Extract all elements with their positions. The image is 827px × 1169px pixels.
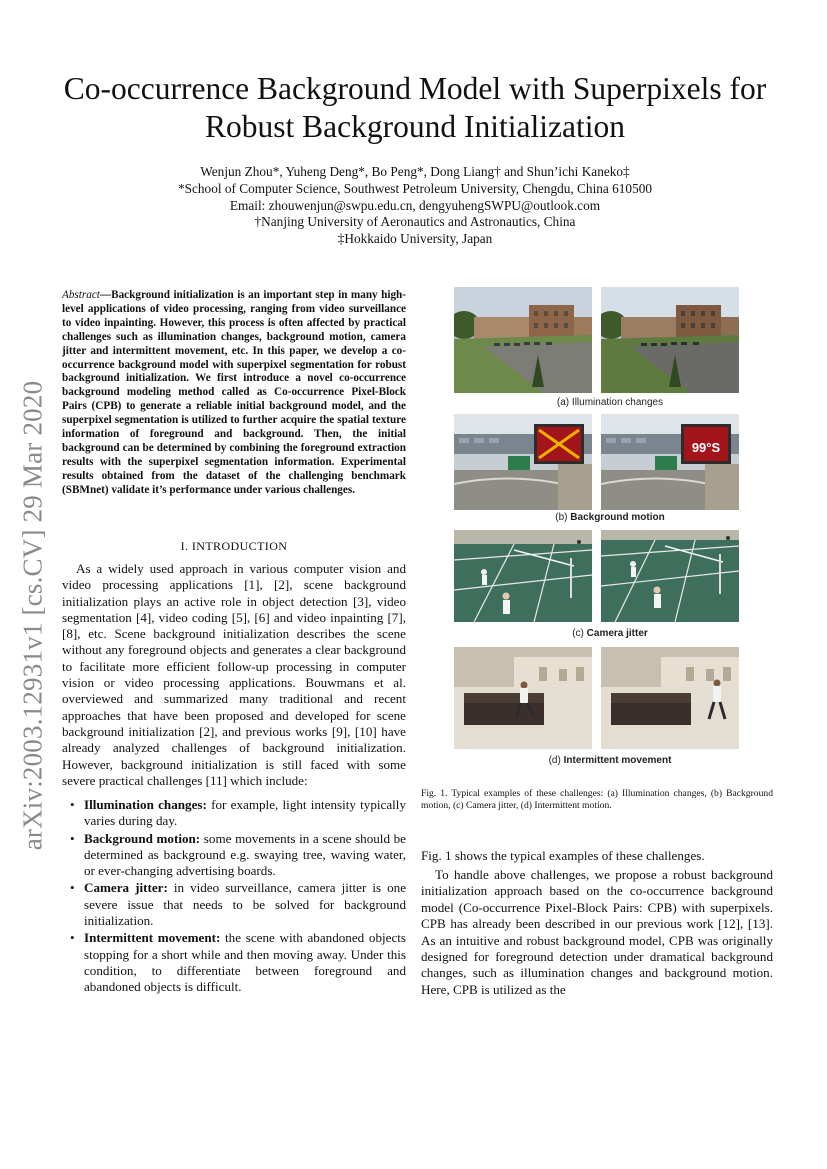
lobby-sofa-image bbox=[601, 647, 739, 749]
panel-tag: (c) bbox=[572, 628, 584, 639]
list-item: • Illumination changes: for example, light intensity typically varies during day. bbox=[70, 797, 406, 829]
background-motion-frame-2 bbox=[601, 414, 739, 510]
badminton-court-image bbox=[454, 530, 592, 622]
panel-label-d bbox=[445, 755, 775, 766]
panel-label-b bbox=[445, 512, 775, 523]
affiliation-swpu: *School of Computer Science, Southwest Petroleum University, Chengdu, China 610500 bbox=[177, 180, 653, 196]
camera-jitter-frame-1 bbox=[454, 530, 592, 622]
bullet-term: Illumination changes: bbox=[84, 797, 207, 812]
camera-jitter-frame-2 bbox=[601, 530, 739, 622]
figure-1-caption: Fig. 1. Typical examples of these challenges: (a) Illumination changes, (b) Background motion, (c) Camera jitter, (d) Intermittent motion. bbox=[421, 788, 773, 811]
billboard-text: 99°S bbox=[691, 440, 721, 455]
billboard-scene-image bbox=[601, 414, 739, 510]
figure-panel-camera-jitter bbox=[445, 530, 775, 646]
right-paragraph-1: Fig. 1 shows the typical examples of these challenges. bbox=[421, 848, 705, 863]
panel-tag: (b) bbox=[555, 512, 568, 523]
bullet-text: for example, light intensity typically varies during day. bbox=[84, 797, 406, 829]
bullet-text: in video surveillance, camera jitter is one severe issue that needs to be solved for background initialization. bbox=[84, 880, 407, 929]
lobby-sofa-image bbox=[454, 647, 592, 749]
panel-title: Illumination changes bbox=[571, 397, 664, 408]
billboard-scene-image bbox=[454, 414, 592, 510]
panel-title: Background motion bbox=[570, 512, 665, 523]
panel-title: Camera jitter bbox=[586, 628, 648, 639]
challenge-list bbox=[62, 797, 406, 997]
intro-paragraph: As a widely used approach in various computer vision and video processing applications [1], [2], scene background initialization plays an active role in object detection [3], video segmentation [4], video coding [5], [6] and video inpainting [7], [8], etc. Scene background initialization describes the scene without any foreground objects and generates a clear background to facilitate more efficient follow-up processing in computer vision or video processing applications. Bouwmans et al. overviewed and summarized many traditional and recent approaches that have been proposed and developed for scene background initialization [2], and previous works [9], [10] have already analyzed challenges of background initialization. However, background initialization is still faced with some severe practical challenges [11] which include: bbox=[62, 561, 406, 788]
panel-tag: (d) bbox=[548, 755, 561, 766]
author-block bbox=[60, 164, 770, 248]
author-emails: Email: zhouwenjun@swpu.edu.cn, dengyuhengSWPU@outlook.com bbox=[229, 197, 601, 213]
arxiv-identifier bbox=[10, 360, 55, 870]
section-heading-introduction: I. INTRODUCTION bbox=[180, 539, 288, 553]
panel-tag: (a) bbox=[556, 397, 570, 408]
author-names: Wenjun Zhou*, Yuheng Deng*, Bo Peng*, Dong Liang† and Shun’ichi Kaneko‡ bbox=[200, 164, 630, 179]
intermittent-movement-frame-2 bbox=[601, 647, 739, 749]
background-motion-frame-1 bbox=[454, 414, 592, 510]
right-paragraph-2: To handle above challenges, we propose a robust background initialization approach based on the co-occurrence background model (Co-occurrence Pixel-Block Pairs: CPB) with superpixels. CPB has already been described in our previous work [12], [13]. As an intuitive and robust background model, CPB was originally designed for foreground detection under dramatical background changes, such as illumination changes and background motion. Here, CPB is utilized as the bbox=[421, 867, 773, 997]
abstract-text: —Background initialization is an important step in many high-level applications of video processing, ranging from video surveillance to video inpainting. However, this process is often affected by practical challenges such as illumination changes, background motion, camera jitter and intermittent movement, etc. In this paper, we develop a co-occurrence background model with superpixel segmentation for robust background initialization. We first introduce a novel co-occurrence background modeling method called as Co-occurrence Pixel-Block Pairs (CPB) to generate a reliable initial background model, and the superpixel segmentation is utilized to further acquire the spatial texture information of foreground and background. Then, the initial background can be determined by combining the foreground extraction results with the superpixel segmentation information. Experimental results obtained from the dataset of the challenging benchmark (SBMnet) validate it’s performance under various challenges. bbox=[62, 289, 406, 496]
bullet-term: Camera jitter: bbox=[84, 880, 168, 896]
illumination-frame-1 bbox=[454, 287, 592, 393]
badminton-court-image bbox=[601, 530, 739, 622]
bullet-term: Intermittent movement: bbox=[84, 930, 221, 946]
bullet-text: some movements in a scene should be determined as background e.g. swaying tree, waving water, or ever-changing advertising boards. bbox=[84, 830, 406, 879]
figure-panel-background-motion bbox=[445, 414, 775, 529]
panel-title: Intermittent movement bbox=[563, 755, 672, 766]
figure-panel-illumination bbox=[445, 287, 775, 412]
illumination-frame-2 bbox=[601, 287, 739, 393]
paper-title: Co-occurrence Background Model with Superpixels for Robust Background Initialization bbox=[63, 71, 767, 144]
list-item: • Camera jitter: in video surveillance, camera jitter is one severe issue that needs to be solved for background initialization. bbox=[70, 880, 407, 929]
panel-label-c bbox=[445, 628, 775, 639]
figure-panel-intermittent-movement bbox=[445, 647, 775, 771]
list-item: • Background motion: some movements in a scene should be determined as background e.g. swaying tree, waving water, or ever-changing advertising boards. bbox=[70, 830, 406, 879]
bullet-text: the scene with abandoned objects stopping for a short while and then moving away. Under this condition, to differentiate between foreground and abandoned objects is difficult. bbox=[84, 930, 407, 995]
abstract-lead: Abstract bbox=[62, 289, 100, 301]
arxiv-identifier-text: arXiv:2003.12931v1 [cs.CV] 29 Mar 2020 bbox=[17, 380, 48, 850]
list-item: • Intermittent movement: the scene with abandoned objects stopping for a short while and then moving away. Under this condition, to differentiate between foreground and abandoned objects is difficult. bbox=[70, 930, 407, 995]
campus-scene-image bbox=[454, 287, 592, 393]
campus-scene-image bbox=[601, 287, 739, 393]
intermittent-movement-frame-1 bbox=[454, 647, 592, 749]
affiliation-hokkaido: ‡Hokkaido University, Japan bbox=[337, 231, 493, 247]
abstract bbox=[62, 289, 406, 498]
bullet-term: Background motion: bbox=[84, 830, 201, 846]
panel-label-a bbox=[445, 397, 775, 408]
affiliation-nuaa: †Nanjing University of Aeronautics and Astronautics, China bbox=[254, 214, 576, 230]
